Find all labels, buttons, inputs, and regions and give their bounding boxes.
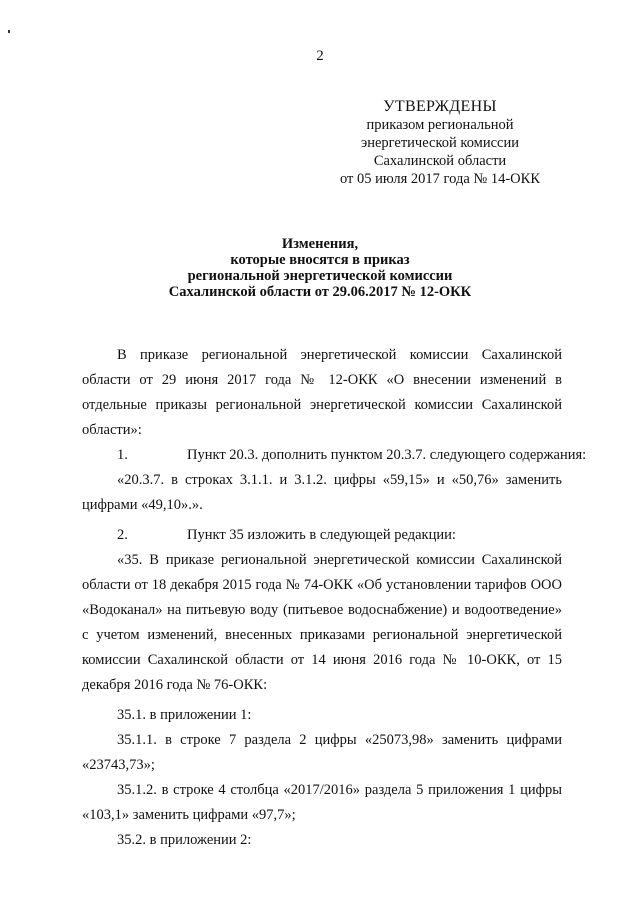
- heading-line: Изменения,: [281, 236, 359, 252]
- subitem-35-1-2: 35.1.2. в строке 4 столбца «2017/2016» раздела 5 приложения 1 цифры «103,1» заменить цифрами «97,7»;: [82, 782, 562, 823]
- heading-line: региональной энергетической комиссии: [187, 268, 453, 284]
- scan-speck: [8, 30, 10, 33]
- subitem-35-1-1: 35.1.1. в строке 7 раздела 2 цифры «25073,98» заменить цифрами «23743,73»;: [82, 732, 562, 773]
- changes-heading: [120, 236, 520, 300]
- item-number: 1.: [117, 447, 128, 463]
- approval-line: приказом региональной: [366, 117, 514, 133]
- approval-line: Сахалинской области: [373, 153, 507, 169]
- item-number: 2.: [117, 527, 128, 543]
- item-2: [82, 523, 562, 548]
- item-1-quote: «20.3.7. в строках 3.1.1. и 3.1.2. цифры «59,15» и «50,76» заменить цифрами «49,10».».: [82, 472, 562, 513]
- item-1: [82, 443, 587, 468]
- approval-title: УТВЕРЖДЕНЫ: [383, 98, 497, 115]
- intro-paragraph: В приказе региональной энергетической комиссии Сахалинской области от 29 июня 2017 года № 12-ОКК «О внесении изменений в отдельные приказы региональной энергетической комиссии Сахалинской области»:: [82, 347, 562, 438]
- subitem-35-1: 35.1. в приложении 1:: [117, 707, 252, 723]
- heading-line: Сахалинской области от 29.06.2017 № 12-ОКК: [168, 284, 472, 300]
- page-number: 2: [316, 48, 324, 64]
- approval-line: энергетической комиссии: [360, 135, 520, 151]
- document-body: [82, 343, 587, 853]
- approval-block: [330, 98, 550, 188]
- subitem-35-2: 35.2. в приложении 2:: [117, 832, 252, 848]
- item-text: Пункт 35 изложить в следующей редакции:: [187, 527, 456, 543]
- approval-line: от 05 июля 2017 года № 14-ОКК: [340, 171, 540, 187]
- heading-line: которые вносятся в приказ: [230, 252, 410, 268]
- item-2-quote: «35. В приказе региональной энергетической комиссии Сахалинской области от 18 декабря 2015 года № 74-ОКК «Об установлении тарифов ООО «Водоканал» на питьевую воду (питьевое водоснабжение) и водоотведение» с учетом изменений, внесенных приказами региональной энергетической комиссии Сахалинской области от 14 июня 2016 года № 10-ОКК, от 15 декабря 2016 года № 76-ОКК:: [82, 552, 562, 693]
- item-text: Пункт 20.3. дополнить пунктом 20.3.7. следующего содержания:: [187, 447, 587, 463]
